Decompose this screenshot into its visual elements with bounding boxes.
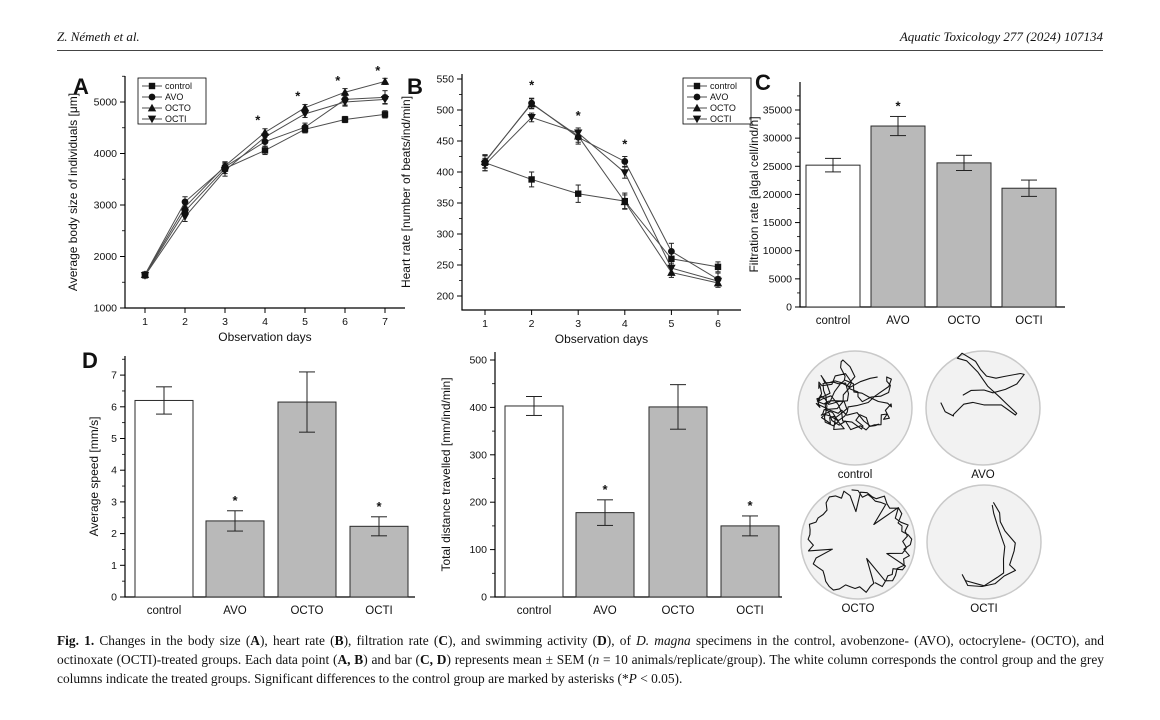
caption-segment: B	[334, 633, 344, 648]
svg-text:4: 4	[111, 464, 117, 477]
svg-text:AVO: AVO	[710, 92, 729, 102]
svg-text:10000: 10000	[762, 245, 792, 258]
svg-text:OCTI: OCTI	[165, 114, 187, 124]
header-journal-ref: Aquatic Toxicology 277 (2024) 107134	[899, 29, 1103, 44]
svg-text:5000: 5000	[93, 96, 117, 109]
caption-segment: ), heart rate (	[259, 633, 335, 648]
caption-segment: = 10 animals/replicate/group). The white column corresponds the control group and the grey columns indicate the treated groups. Significant differences to the control group are marked by asterisks (*	[57, 652, 1104, 686]
svg-text:7: 7	[382, 316, 388, 328]
svg-text:*: *	[295, 88, 301, 104]
svg-text:15000: 15000	[762, 217, 792, 230]
panel-a-body-size-line-chart	[60, 58, 410, 352]
caption-segment: n	[592, 652, 600, 667]
caption-segment: ), and swimming activity (	[448, 633, 598, 648]
header-rule	[57, 50, 1103, 51]
caption-segment: < 0.05).	[636, 671, 683, 686]
svg-text:1: 1	[142, 316, 148, 328]
svg-text:4: 4	[262, 316, 268, 328]
page-header	[57, 29, 1103, 45]
svg-text:A: A	[73, 74, 89, 99]
svg-text:Filtration rate [algal cell/in: Filtration rate [algal cell/ind/h]	[747, 116, 761, 273]
figure-caption	[57, 631, 1104, 688]
svg-text:control: control	[146, 605, 182, 617]
svg-text:Heart rate [number of beats/in: Heart rate [number of beats/ind/min]	[399, 95, 413, 289]
svg-text:Average body size of individua: Average body size of individuals [μm]	[66, 92, 80, 292]
svg-text:*: *	[895, 98, 901, 114]
svg-text:25000: 25000	[762, 160, 792, 173]
svg-text:control: control	[165, 81, 193, 91]
svg-text:1: 1	[482, 318, 488, 330]
svg-text:30000: 30000	[762, 132, 792, 145]
svg-text:3: 3	[222, 316, 228, 328]
svg-text:*: *	[335, 73, 341, 89]
svg-text:*: *	[529, 77, 535, 93]
svg-text:control: control	[837, 469, 873, 481]
panel-d-swimming-track-images	[790, 344, 1154, 630]
svg-text:550: 550	[436, 73, 454, 86]
svg-text:35000: 35000	[762, 104, 792, 117]
svg-text:*: *	[376, 498, 382, 514]
svg-text:*: *	[232, 492, 238, 508]
svg-text:6: 6	[715, 318, 721, 330]
caption-segment: D. magna	[636, 633, 691, 648]
svg-text:300: 300	[436, 228, 454, 241]
svg-text:*: *	[575, 107, 581, 123]
svg-text:3000: 3000	[93, 199, 117, 212]
svg-text:AVO: AVO	[886, 315, 910, 327]
caption-segment: P	[628, 671, 637, 686]
svg-text:6: 6	[111, 401, 117, 414]
svg-text:4000: 4000	[93, 148, 117, 160]
caption-segment: ) and bar (	[363, 652, 420, 667]
svg-text:D: D	[82, 348, 98, 373]
caption-segment: A, B	[337, 652, 364, 667]
caption-segment: specimens in the control, avobenzone- (AVO), octocrylene- (OCTO), and octinoxate (OCTI)-treated groups. Each data point (	[57, 633, 1104, 667]
caption-segment: ), filtration rate (	[343, 633, 439, 648]
svg-text:7: 7	[111, 369, 117, 382]
caption-segment: Fig. 1.	[57, 633, 95, 648]
svg-text:20000: 20000	[762, 188, 792, 201]
svg-text:200: 200	[469, 496, 487, 509]
svg-text:500: 500	[436, 104, 454, 117]
svg-text:2000: 2000	[93, 251, 117, 263]
svg-text:5: 5	[302, 316, 308, 328]
svg-text:3: 3	[111, 496, 117, 509]
svg-text:4: 4	[621, 318, 628, 330]
svg-text:OCTO: OCTO	[290, 605, 324, 617]
svg-text:2: 2	[528, 318, 535, 330]
svg-text:B: B	[407, 74, 423, 99]
svg-text:AVO: AVO	[165, 92, 184, 102]
svg-text:500: 500	[469, 354, 487, 367]
svg-text:Average speed [mm/s]: Average speed [mm/s]	[87, 416, 101, 537]
svg-text:Observation days: Observation days	[218, 330, 312, 344]
svg-text:C: C	[755, 70, 771, 95]
svg-text:100: 100	[469, 544, 487, 557]
svg-text:6: 6	[342, 316, 348, 328]
svg-text:AVO: AVO	[971, 469, 995, 481]
svg-text:300: 300	[469, 449, 487, 462]
panel-b-heart-rate-line-chart	[396, 58, 748, 356]
svg-text:Total distance travelled [mm/i: Total distance travelled [mm/ind/min]	[439, 377, 453, 572]
svg-text:*: *	[255, 112, 261, 128]
svg-text:OCTO: OCTO	[661, 605, 695, 617]
svg-text:*: *	[747, 497, 753, 513]
svg-text:OCTO: OCTO	[710, 103, 736, 113]
svg-text:2: 2	[111, 528, 117, 541]
svg-text:AVO: AVO	[593, 605, 617, 617]
svg-text:control: control	[710, 81, 738, 91]
svg-text:5000: 5000	[768, 273, 792, 286]
svg-text:0: 0	[111, 591, 117, 604]
svg-text:350: 350	[436, 197, 454, 210]
caption-segment: Changes in the body size (	[94, 633, 251, 648]
svg-text:OCTO: OCTO	[165, 103, 191, 113]
svg-text:0: 0	[481, 591, 487, 604]
svg-text:Observation days: Observation days	[554, 332, 649, 346]
svg-text:1000: 1000	[93, 302, 117, 315]
svg-text:AVO: AVO	[223, 605, 247, 617]
svg-text:control: control	[815, 315, 851, 327]
svg-text:OCTI: OCTI	[1015, 315, 1043, 327]
svg-text:5: 5	[111, 433, 117, 445]
svg-text:*: *	[375, 63, 381, 79]
header-author: Z. Németh et al.	[57, 29, 140, 44]
svg-text:*: *	[622, 136, 628, 152]
svg-text:450: 450	[436, 135, 454, 148]
svg-text:OCTI: OCTI	[710, 114, 732, 124]
svg-text:0: 0	[786, 301, 792, 314]
svg-text:*: *	[602, 481, 608, 497]
svg-text:2: 2	[182, 316, 188, 328]
caption-segment: C, D	[419, 652, 447, 667]
caption-segment: C	[438, 633, 448, 648]
svg-text:OCTO: OCTO	[841, 603, 875, 615]
caption-segment: ) represents mean ± SEM (	[446, 652, 593, 667]
svg-text:400: 400	[436, 166, 454, 179]
svg-text:control: control	[516, 605, 552, 617]
svg-text:1: 1	[111, 559, 117, 572]
svg-text:3: 3	[575, 318, 582, 330]
caption-segment: D	[597, 633, 607, 648]
svg-text:400: 400	[469, 401, 487, 414]
svg-text:250: 250	[436, 259, 454, 272]
panel-d-total-distance-bar-chart	[420, 338, 795, 630]
svg-text:5: 5	[668, 318, 675, 330]
caption-segment: ), of	[606, 633, 637, 648]
panel-c-filtration-rate-bar-chart	[746, 54, 1150, 346]
svg-text:OCTI: OCTI	[970, 603, 998, 615]
svg-text:OCTO: OCTO	[947, 315, 981, 327]
svg-text:OCTI: OCTI	[736, 605, 764, 617]
panel-d-average-speed-bar-chart	[55, 338, 427, 630]
svg-text:OCTI: OCTI	[365, 605, 393, 617]
caption-segment: A	[250, 633, 260, 648]
svg-text:200: 200	[436, 290, 454, 303]
